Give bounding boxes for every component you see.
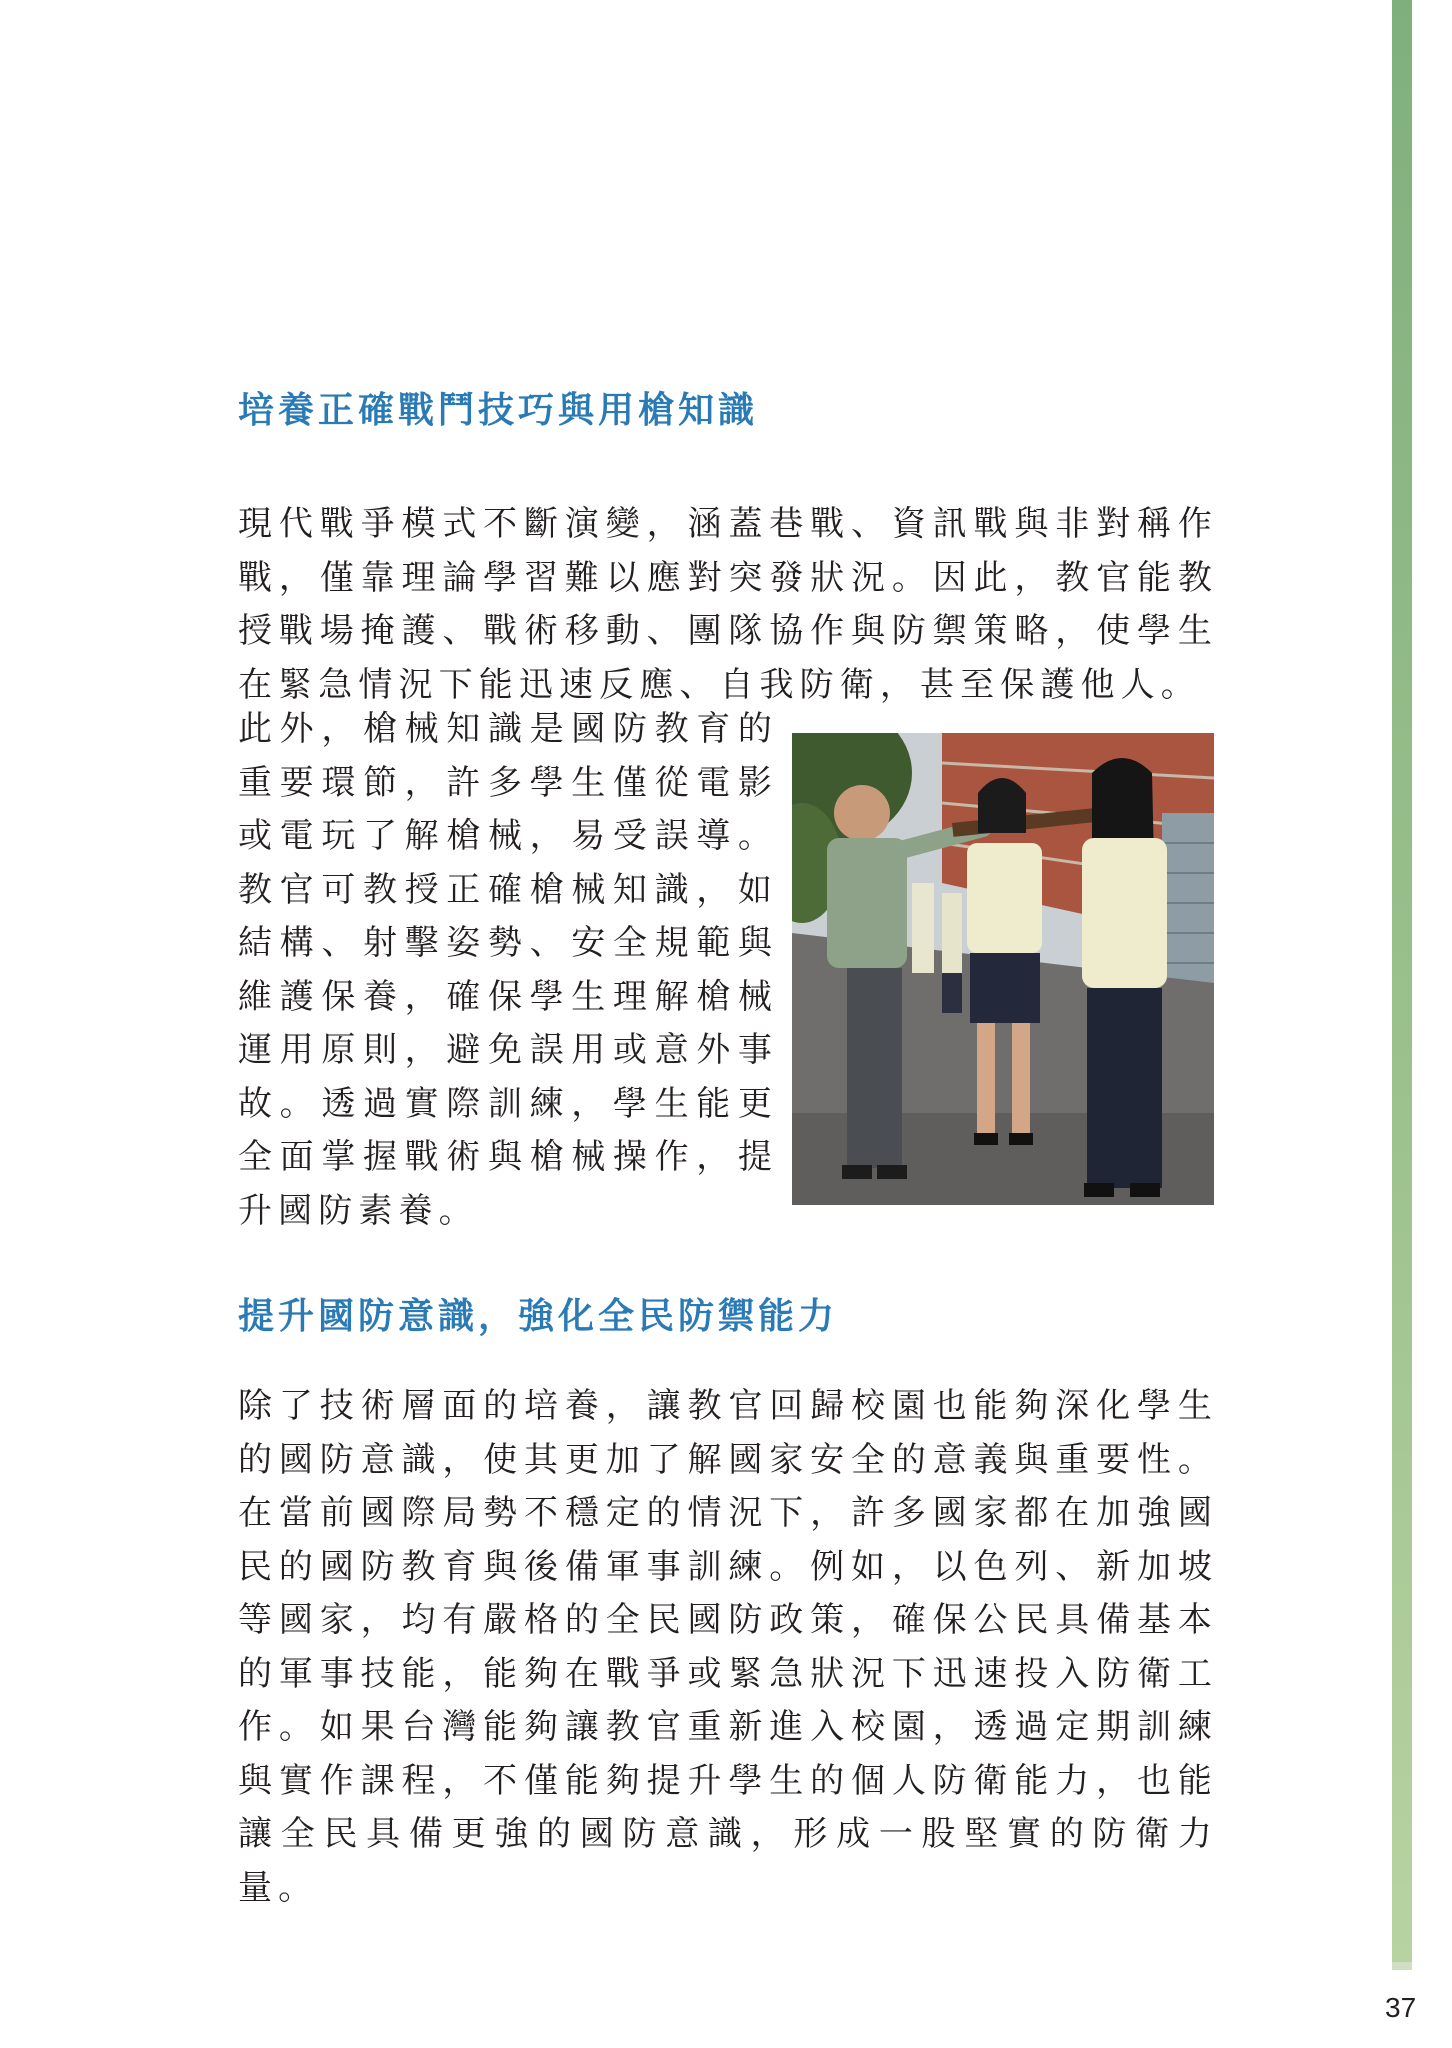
side-accent-bar-end [1392,1962,1412,1970]
section-heading-combat-skills: 培養正確戰鬥技巧與用槍知識 [238,390,759,431]
section-heading-defense-awareness: 提升國防意識，強化全民防禦能力 [238,1296,839,1337]
paragraph-national-defense: 除了技術層面的培養，讓教官回歸校園也能夠深化學生的國防意識，使其更加了解國家安全的意義與重要性。在當前國際局勢不穩定的情況下，許多國家都在加強國民的國防教育與後備軍事訓練。例如，以色列、新加坡等國家，均有嚴格的全民國防政策，確保公民具備基本的軍事技能，能夠在戰爭或緊急狀況下迅速投入防衛工作。如果台灣能夠讓教官重新進入校園，透過定期訓練與實作課程，不僅能夠提升學生的個人防衛能力，也能讓全民具備更強的國防意識，形成一股堅實的防衛力量。 [238,1386,1218,1908]
side-accent-bar [1392,0,1412,1962]
page-number: 37 [1385,1992,1417,2023]
paragraph-modern-warfare: 現代戰爭模式不斷演變，涵蓋巷戰、資訊戰與非對稱作戰，僅靠理論學習難以應對突發狀況。因此，教官能教授戰場掩護、戰術移動、團隊協作與防禦策略，使學生在緊急情況下能迅速反應、自我防衛，甚至保護他人。 [238,504,1218,705]
training-photo [792,733,1214,1205]
paragraph-firearm-knowledge: 此外，槍械知識是國防教育的重要環節，許多學生僅從電影或電玩了解槍械，易受誤導。教官可教授正確槍械知識，如結構、射擊姿勢、安全規範與維護保養，確保學生理解槍械運用原則，避免誤用或意外事故。透過實際訓練，學生能更全面掌握戰術與槍械操作，提升國防素養。 [238,709,778,1231]
